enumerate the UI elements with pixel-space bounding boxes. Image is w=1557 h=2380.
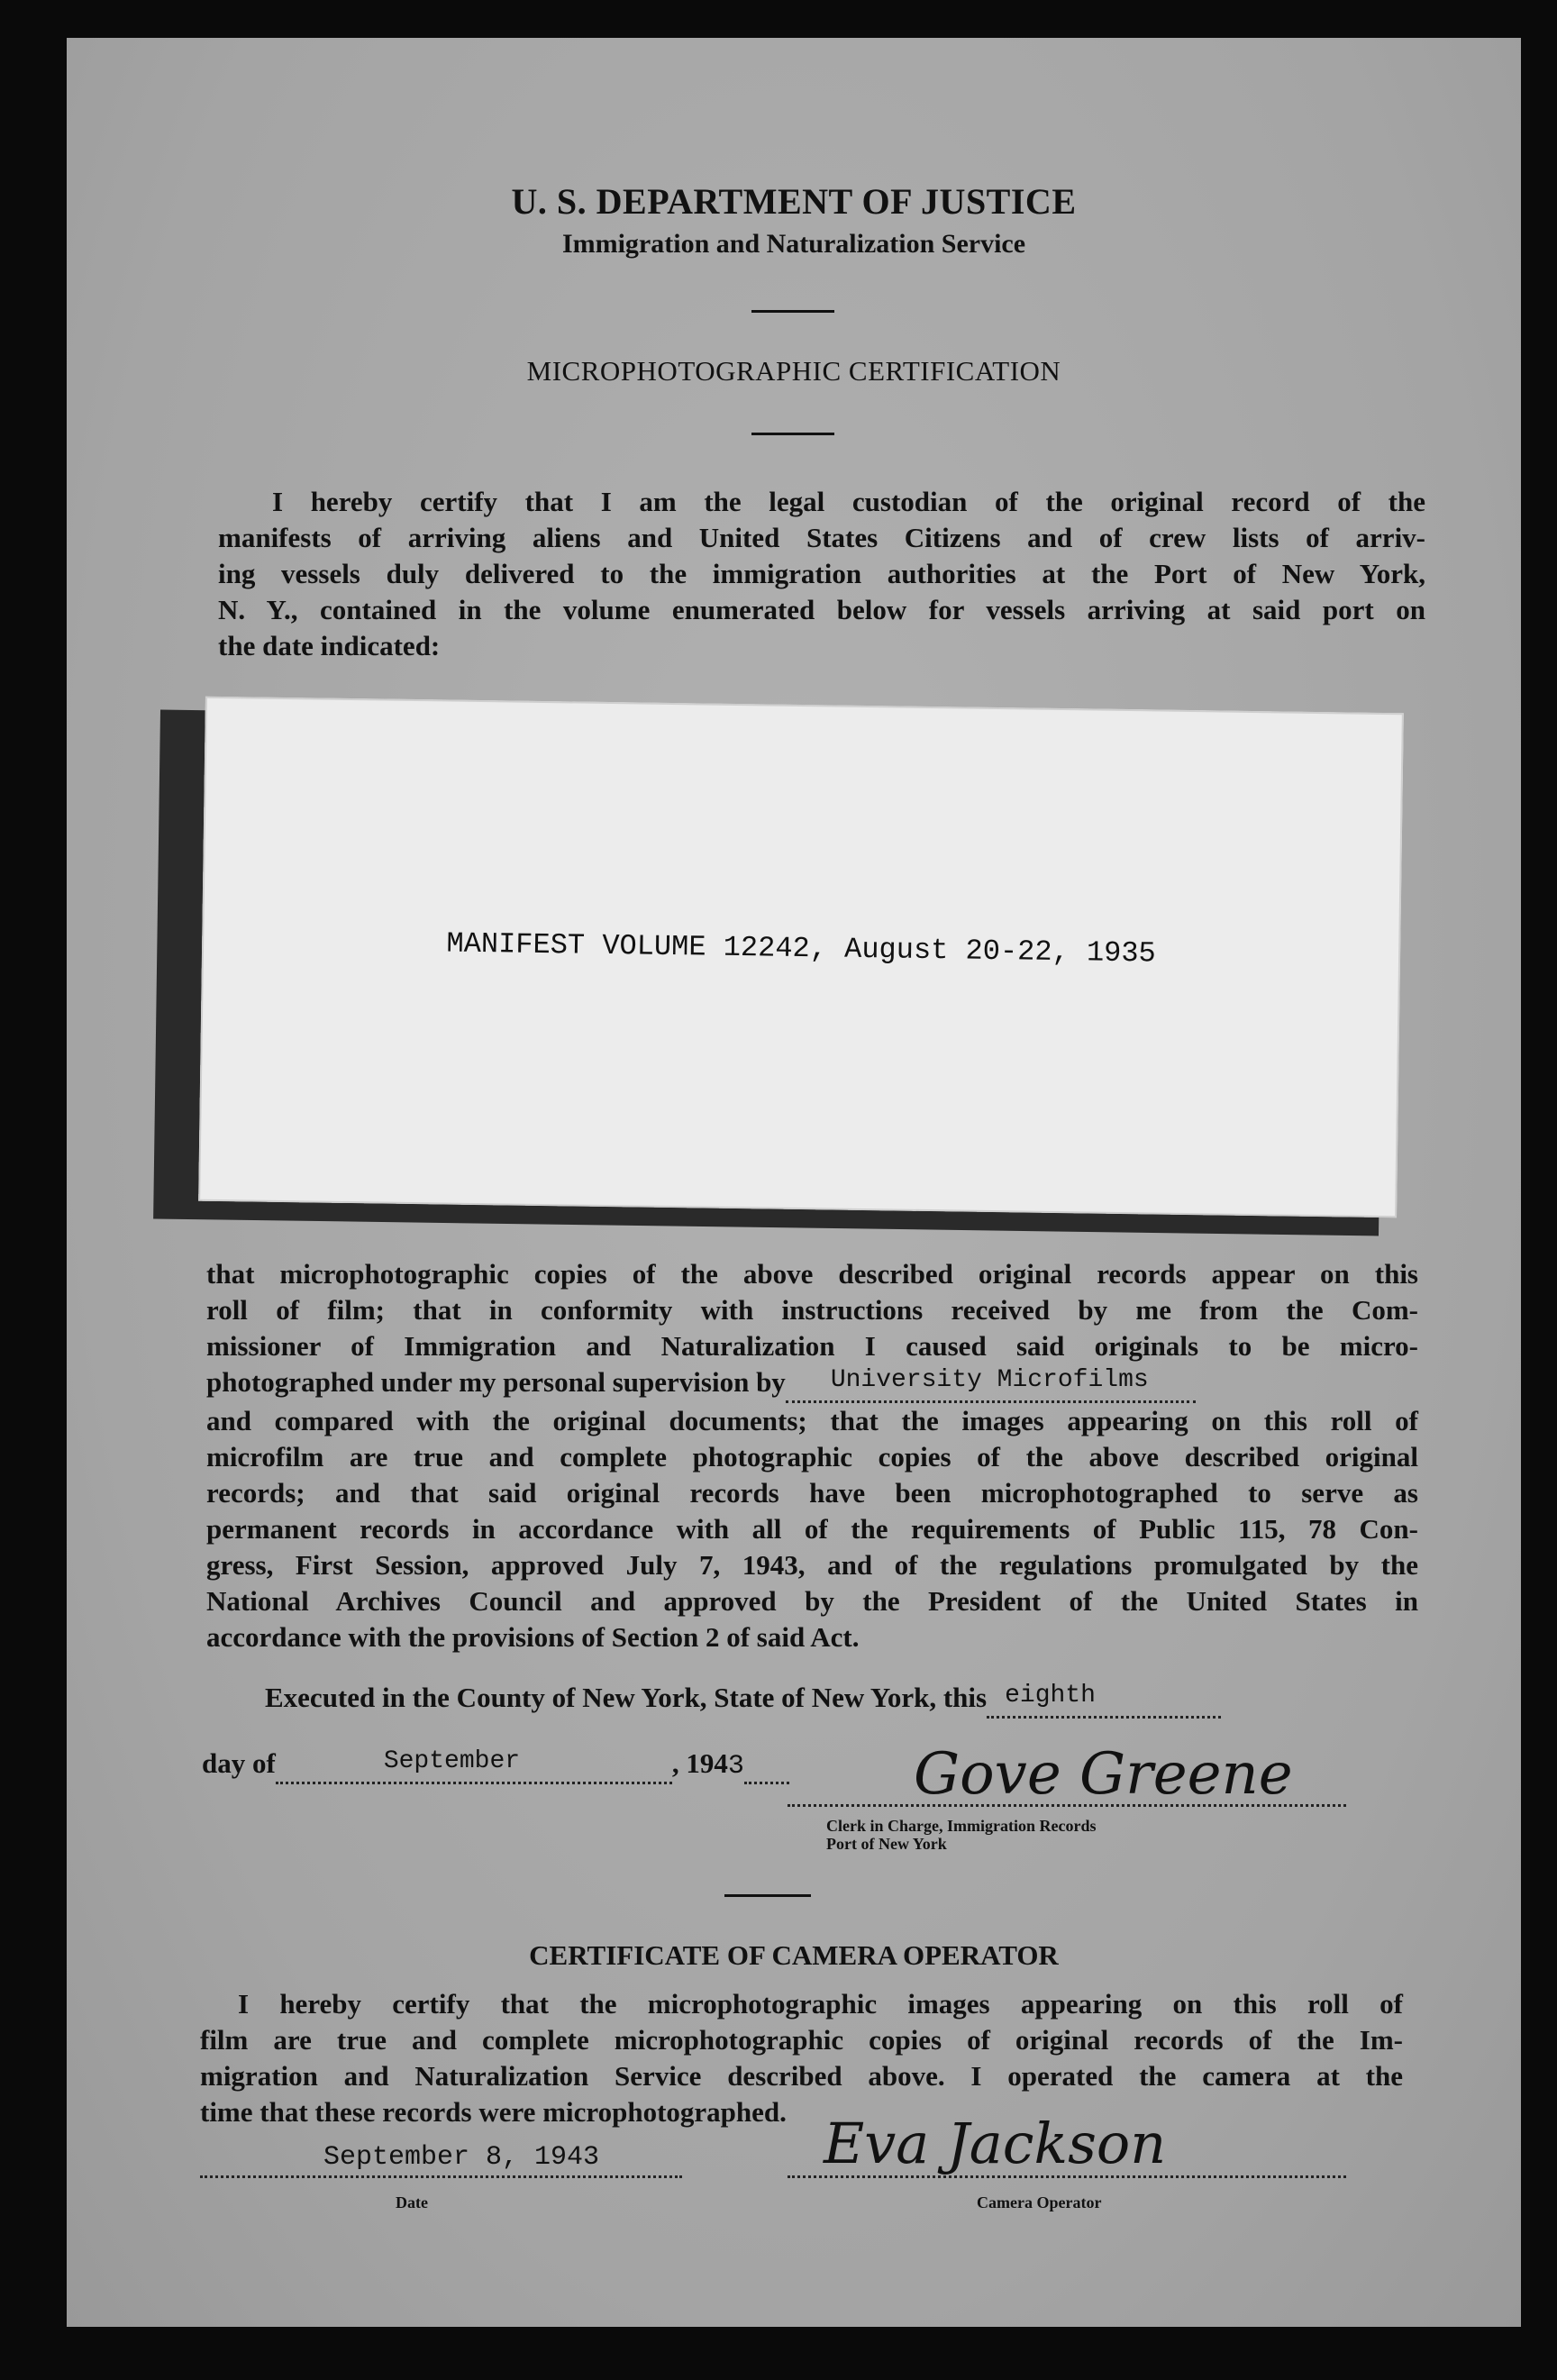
manifest-volume-text: MANIFEST VOLUME 12242, August 20-22, 1935 — [446, 926, 1157, 971]
camera-date-value: September 8, 1943 — [323, 2142, 600, 2173]
month-dotted-field — [276, 1746, 672, 1784]
certification-title: MICROPHOTOGRAPHIC CERTIFICATION — [526, 355, 1061, 387]
executed-prefix: Executed in the County of New York, State of New York, this — [265, 1682, 988, 1713]
date-line — [200, 2175, 682, 2178]
day-of-label: day of — [202, 1747, 276, 1779]
clerk-signature: Gove Greene — [914, 1741, 1293, 1808]
paragraph-line: manifests of arriving aliens and United States Citizens and of crew lists of arriv- — [218, 522, 1425, 553]
paragraph-line: I hereby certify that the microphotographic images appearing on this roll of — [238, 1988, 1403, 2020]
clerk-signature-line — [788, 1804, 1346, 1807]
operator-line — [788, 2175, 1346, 2178]
intro-paragraph — [218, 484, 1425, 664]
day-of-line — [202, 1746, 1013, 1784]
year-prefix: , 194 — [671, 1747, 728, 1779]
year-digit: 3 — [727, 1751, 744, 1782]
certificate-sheet — [67, 38, 1521, 2327]
supervision-line — [206, 1364, 1418, 1403]
paragraph-line: microfilm are true and complete photographic copies of the above described original — [206, 1441, 1418, 1473]
paragraph-line: ing vessels duly delivered to the immigration authorities at the Port of New York, — [218, 558, 1425, 589]
service-subheading: Immigration and Naturalization Service — [561, 229, 1026, 259]
microfilm-company: University Microfilms — [830, 1366, 1149, 1394]
paragraph-line: permanent records in accordance with all of the requirements of Public 115, 78 Con- — [206, 1513, 1418, 1545]
year-dotted-field — [744, 1746, 789, 1784]
paragraph-line: time that these records were microphotographed. — [200, 2096, 787, 2128]
executed-line — [265, 1680, 1418, 1719]
divider-rule — [724, 1894, 811, 1897]
paragraph-line: records; and that said original records have been microphotographed to serve as — [206, 1477, 1418, 1509]
body-paragraph — [206, 1256, 1418, 1655]
supervision-dotted-field — [786, 1364, 1196, 1403]
paragraph-line: and compared with the original documents; that the images appearing on this roll of — [206, 1405, 1418, 1436]
day-dotted-field — [987, 1680, 1221, 1719]
paragraph-line: gress, First Session, approved July 7, 1943, and of the regulations promulgated by the — [206, 1549, 1418, 1581]
department-heading: U. S. DEPARTMENT OF JUSTICE — [511, 181, 1077, 222]
paragraph-line: missioner of Immigration and Naturalization I caused said originals to be micro- — [206, 1330, 1418, 1362]
divider-rule — [751, 310, 834, 313]
paragraph-line: that microphotographic copies of the above described original records appear on this — [206, 1258, 1418, 1290]
executed-month: September — [383, 1747, 521, 1775]
paragraph-line: roll of film; that in conformity with instructions received by me from the Com- — [206, 1294, 1418, 1326]
record-card — [198, 697, 1404, 1218]
divider-rule — [751, 433, 834, 435]
paragraph-line: I hereby certify that I am the legal custodian of the original record of the — [272, 486, 1425, 517]
camera-paragraph — [200, 1986, 1403, 2130]
paragraph-line: migration and Naturalization Service described above. I operated the camera at the — [200, 2060, 1403, 2092]
supervision-prefix: photographed under my personal supervision by — [206, 1366, 786, 1398]
clerk-title: Clerk in Charge, Immigration Records — [826, 1817, 1097, 1835]
camera-certificate-title: CERTIFICATE OF CAMERA OPERATOR — [529, 1939, 1059, 1971]
operator-label: Camera Operator — [977, 2193, 1102, 2211]
clerk-place: Port of New York — [826, 1835, 947, 1853]
camera-operator-signature: Eva Jackson — [824, 2111, 1167, 2176]
date-label: Date — [396, 2193, 428, 2211]
paragraph-line: N. Y., contained in the volume enumerated below for vessels arriving at said port on — [218, 594, 1425, 625]
paragraph-line: National Archives Council and approved by the President of the United States in — [206, 1585, 1418, 1617]
paragraph-line: film are true and complete microphotographic copies of original records of the Im- — [200, 2024, 1403, 2056]
paragraph-line: accordance with the provisions of Section 2 of said Act. — [206, 1621, 860, 1653]
paragraph-line: the date indicated: — [218, 630, 441, 661]
executed-day: eighth — [1005, 1682, 1096, 1710]
